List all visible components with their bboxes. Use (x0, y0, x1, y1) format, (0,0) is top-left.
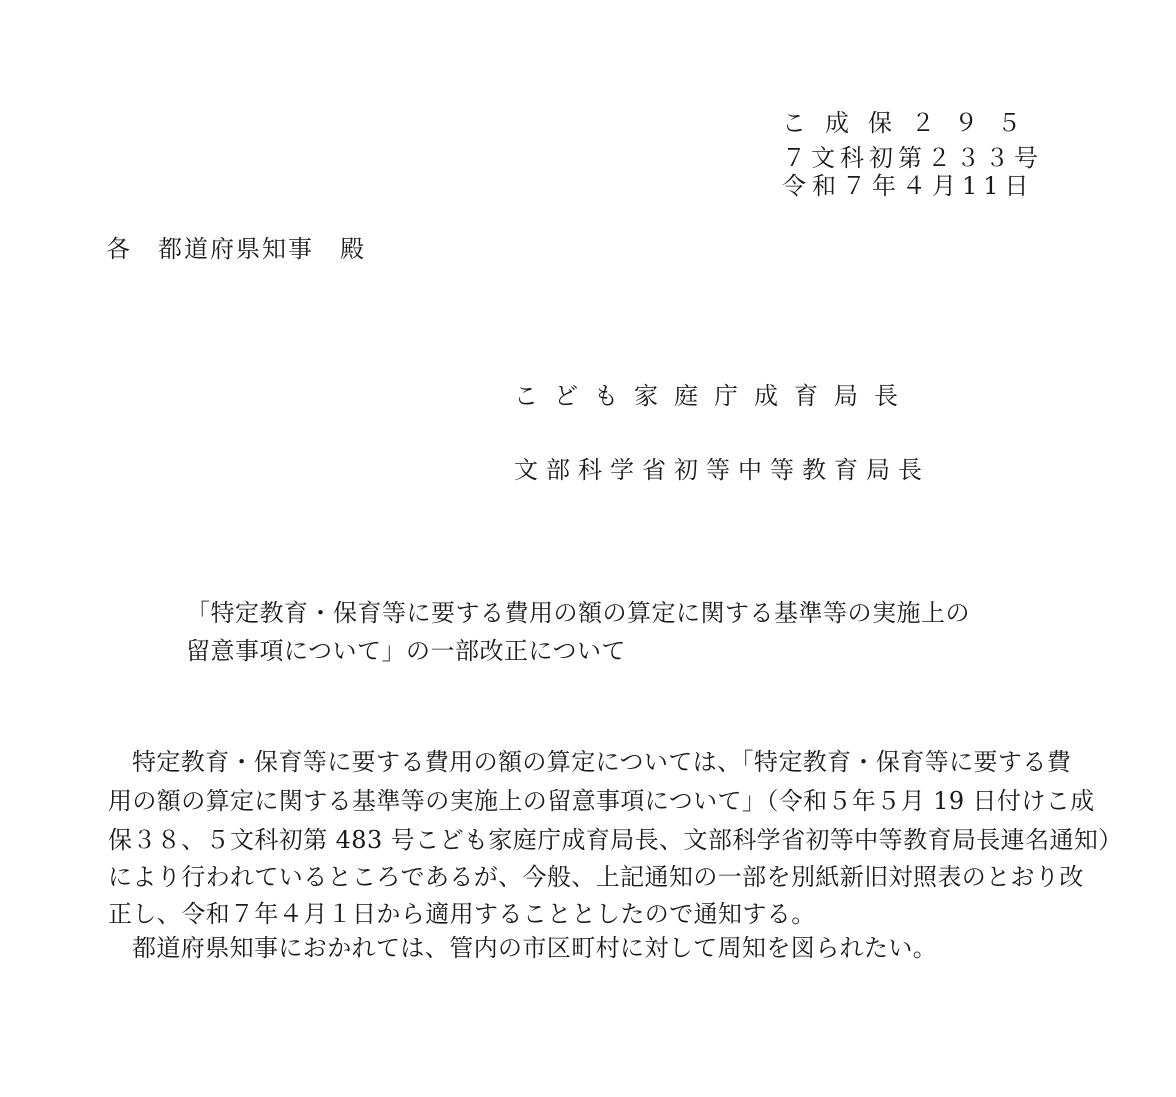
sender-line-2: 文部科学省初等中等教育局長 (514, 456, 930, 484)
body-line-2: 用の額の算定に関する基準等の実施上の留意事項について」（令和５年５月 19 日付けこ成 (108, 787, 1095, 815)
subject-line-1: 「特定教育・保育等に要する費用の額の算定に関する基準等の実施上の (186, 599, 970, 627)
body-line-6: 都道府県知事におかれては、管内の市区町村に対して周知を図られたい。 (132, 934, 938, 962)
document-number-line-1: こ成保２９５ (782, 109, 1040, 137)
body-line-3: 保３８、５文科初第 483 号こども家庭庁成育局長、文部科学省初等中等教育局長連名通知） (108, 826, 1123, 854)
document-date: 令和７年４月11日 (782, 172, 1035, 200)
sender-line-1: こども家庭庁成育局長 (514, 382, 914, 410)
addressee: 各 都道府県知事 殿 (106, 235, 366, 263)
body-line-1: 特定教育・保育等に要する費用の額の算定については、「特定教育・保育等に要する費 (132, 748, 1072, 776)
body-line-4: により行われているところであるが、今般、上記通知の一部を別紙新旧対照表のとおり改 (108, 863, 1084, 891)
document-number-line-2: ７文科初第２３３号 (782, 144, 1043, 172)
body-line-5: 正し、令和７年４月１日から適用することとしたので通知する。 (108, 900, 816, 928)
subject-line-2: 留意事項について」の一部改正について (186, 637, 627, 665)
